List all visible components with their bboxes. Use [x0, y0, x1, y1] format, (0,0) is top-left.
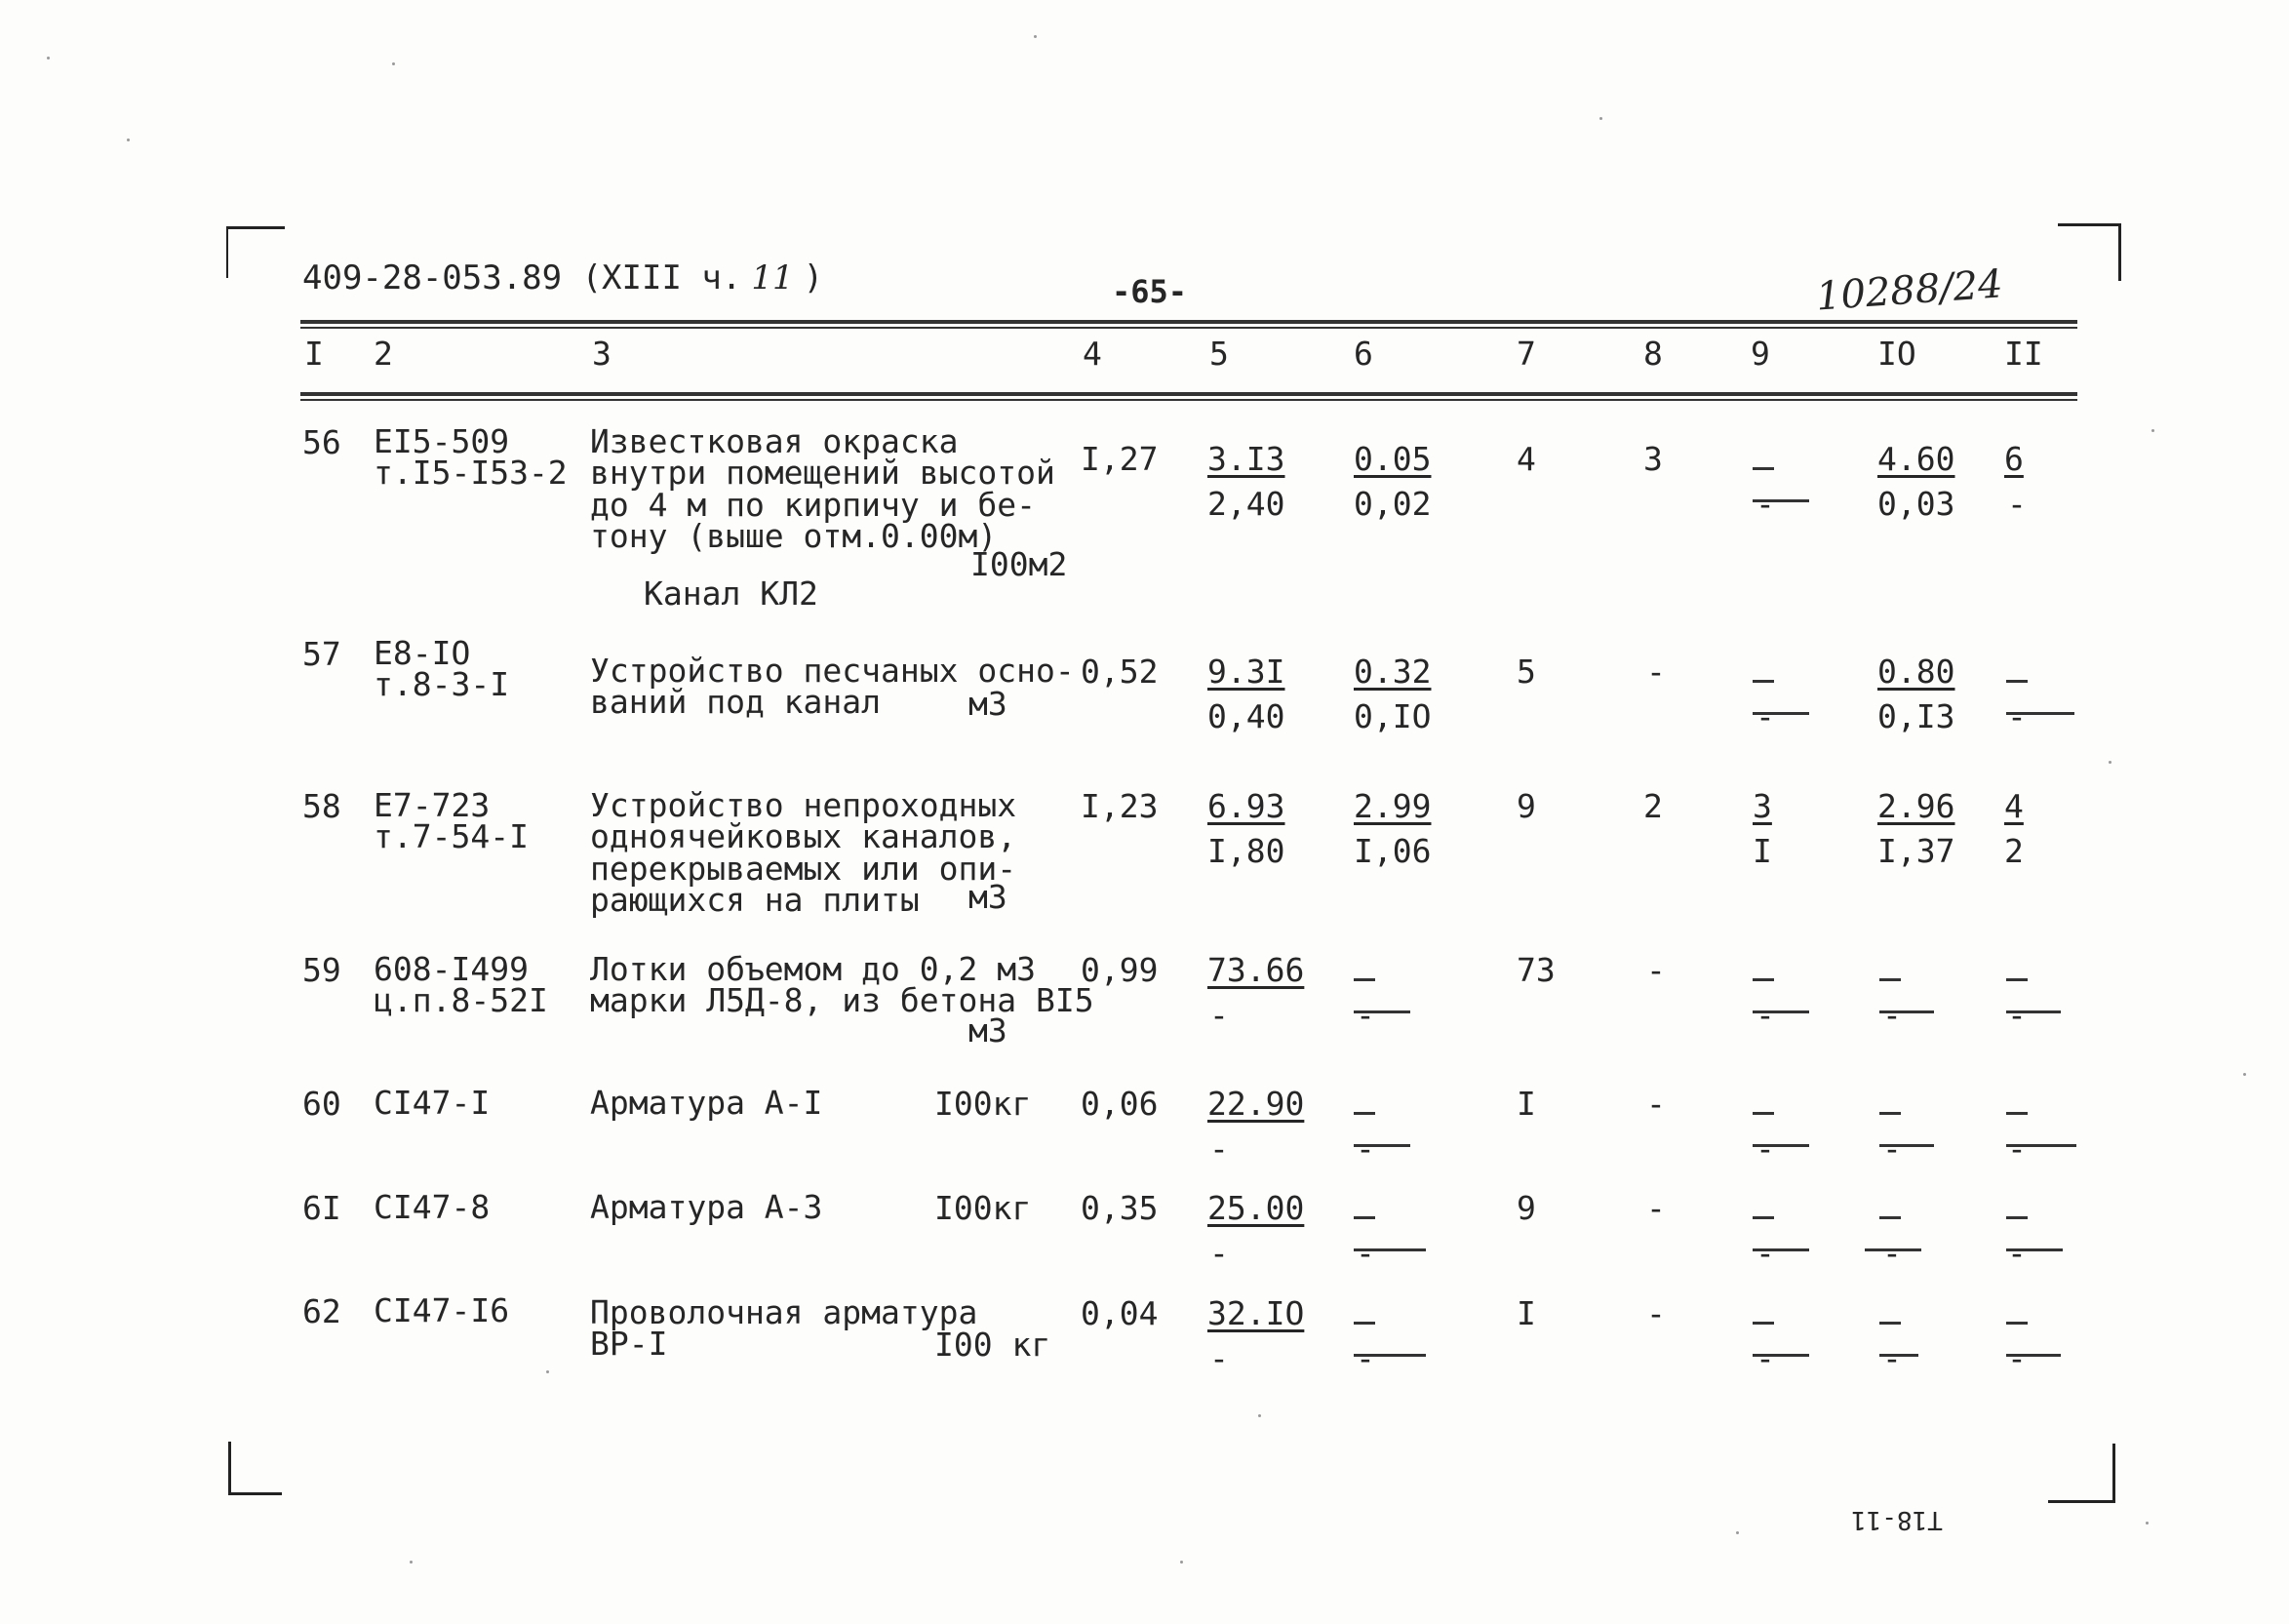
- col8: -: [1646, 1085, 1666, 1123]
- document-code-close: ): [803, 258, 824, 297]
- col5-bottom: 2,40: [1207, 485, 1285, 523]
- col7: 4: [1517, 440, 1536, 478]
- norm-code: EI5-509 т.I5-I53-2: [374, 422, 568, 493]
- work-description: Известковая окраска внутри помещений высотой до 4 м по кирпичу и бе- тону (выше отм.0.00м): [590, 422, 1055, 555]
- column-header: 7: [1517, 335, 1536, 373]
- work-description: Арматура А-I: [590, 1084, 823, 1122]
- unit: м3: [968, 1011, 1007, 1050]
- document-code: [302, 258, 824, 297]
- col7: I: [1517, 1294, 1536, 1332]
- col11-bottom: 2: [2004, 832, 2024, 870]
- footer-stamp: T18-11: [1851, 1505, 1943, 1534]
- header-bottom-rule: [300, 392, 2077, 396]
- col5-bottom: 0,40: [1207, 697, 1285, 735]
- col7: I: [1517, 1085, 1536, 1123]
- col5-top: 6.93: [1207, 787, 1285, 825]
- col10-bottom: 0,03: [1877, 485, 1955, 523]
- quantity: 0,52: [1081, 653, 1159, 691]
- column-header: 4: [1083, 335, 1102, 373]
- col10-top: 4.60: [1877, 440, 1955, 478]
- column-header: 8: [1643, 335, 1663, 373]
- quantity: I,27: [1081, 440, 1159, 478]
- col5-top: 22.90: [1207, 1085, 1305, 1123]
- col6-top: 2.99: [1354, 787, 1432, 825]
- col11-bottom: -: [2007, 1234, 2027, 1272]
- unit: м3: [968, 685, 1007, 723]
- quantity: 0,99: [1081, 951, 1159, 989]
- column-header: 5: [1209, 335, 1229, 373]
- header-top-rule-thin: [300, 327, 2077, 329]
- unit: I00кг: [934, 1189, 1032, 1227]
- col5-top: 25.00: [1207, 1189, 1305, 1227]
- col8: 2: [1643, 787, 1663, 825]
- col8: -: [1646, 951, 1666, 989]
- corner-top-left: [226, 226, 285, 278]
- corner-bottom-right: [2048, 1444, 2115, 1503]
- col5-bottom: -: [1209, 996, 1229, 1034]
- col10-bottom: I,37: [1877, 832, 1955, 870]
- column-header: IO: [1877, 335, 1916, 373]
- col6-top: 0.05: [1354, 440, 1432, 478]
- header-bottom-rule-thin: [300, 399, 2077, 401]
- quantity: 0,06: [1081, 1085, 1159, 1123]
- col10-bottom: 0,I3: [1877, 697, 1955, 735]
- col9-bottom: -: [1756, 485, 1775, 523]
- col10-bottom: -: [1882, 996, 1902, 1034]
- col11-top: 6: [2004, 440, 2024, 478]
- norm-code: E8-IO т.8-3-I: [374, 634, 510, 704]
- col10-bottom: -: [1882, 1129, 1902, 1168]
- col6-bottom: -: [1356, 996, 1375, 1034]
- work-description: Арматура А-3: [590, 1188, 823, 1226]
- row-number: 62: [302, 1292, 341, 1330]
- col11-bottom: -: [2007, 996, 2027, 1034]
- col5-top: 9.3I: [1207, 653, 1285, 691]
- col9-bottom: -: [1756, 1234, 1775, 1272]
- col6-top: 0.32: [1354, 653, 1432, 691]
- page-number: -65-: [1112, 273, 1188, 310]
- column-header: 9: [1751, 335, 1770, 373]
- column-header: I: [304, 335, 324, 373]
- col6-bottom: -: [1356, 1234, 1375, 1272]
- col5-bottom: I,80: [1207, 832, 1285, 870]
- col11-top: 4: [2004, 787, 2024, 825]
- row-number: 57: [302, 635, 341, 673]
- col8: -: [1646, 653, 1666, 691]
- unit: I00 кг: [934, 1326, 1051, 1364]
- document-code-text: 409-28-053.89 (XIII ч.: [302, 258, 742, 297]
- col11-bottom: -: [2007, 1129, 2027, 1168]
- norm-code: 608-I499 ц.п.8-52I: [374, 950, 548, 1020]
- col8: -: [1646, 1294, 1666, 1332]
- col8: 3: [1643, 440, 1663, 478]
- row-number: 60: [302, 1085, 341, 1123]
- col11-bottom: -: [2007, 485, 2027, 523]
- row-number: 58: [302, 787, 341, 825]
- norm-code: CI47-I6: [374, 1291, 510, 1329]
- work-description: Лотки объемом до 0,2 м3 марки Л5Д-8, из бетона BI5: [590, 950, 1094, 1020]
- col9-top: 3: [1753, 787, 1772, 825]
- col10-bottom: -: [1882, 1234, 1902, 1272]
- col7: 9: [1517, 1189, 1536, 1227]
- col7: 9: [1517, 787, 1536, 825]
- unit: I00кг: [934, 1085, 1032, 1123]
- col5-bottom: -: [1209, 1129, 1229, 1168]
- row-number: 6I: [302, 1189, 341, 1227]
- unit: м3: [968, 878, 1007, 916]
- col5-top: 32.IO: [1207, 1294, 1305, 1332]
- archive-number-handwritten: 10288/24: [1814, 261, 2004, 320]
- col9-bottom: -: [1756, 1129, 1775, 1168]
- quantity: 0,04: [1081, 1294, 1159, 1332]
- col5-bottom: -: [1209, 1339, 1229, 1377]
- col9-bottom: -: [1756, 697, 1775, 735]
- quantity: 0,35: [1081, 1189, 1159, 1227]
- quantity: I,23: [1081, 787, 1159, 825]
- corner-bottom-left: [228, 1442, 282, 1495]
- part-number-handwritten: 11: [751, 258, 794, 297]
- col5-top: 3.I3: [1207, 440, 1285, 478]
- header-top-rule: [300, 320, 2077, 324]
- column-header: 6: [1354, 335, 1373, 373]
- col9-bottom: -: [1756, 996, 1775, 1034]
- row-number: 59: [302, 951, 341, 989]
- col9-bottom: -: [1756, 1339, 1775, 1377]
- col10-top: 2.96: [1877, 787, 1955, 825]
- col10-top: 0.80: [1877, 653, 1955, 691]
- col11-bottom: -: [2007, 1339, 2027, 1377]
- col6-bottom: -: [1356, 1339, 1375, 1377]
- unit: I00м2: [970, 545, 1068, 583]
- work-description: Устройство непроходных одноячейковых каналов, перекрываемых или опи- рающихся на плиты: [590, 786, 1017, 919]
- col7: 73: [1517, 951, 1556, 989]
- col6-bottom: 0,02: [1354, 485, 1432, 523]
- col8: -: [1646, 1189, 1666, 1227]
- row-number: 56: [302, 423, 341, 461]
- col5-bottom: -: [1209, 1234, 1229, 1272]
- col5-top: 73.66: [1207, 951, 1305, 989]
- norm-code: CI47-8: [374, 1188, 491, 1226]
- section-label: Канал КЛ2: [644, 574, 818, 613]
- column-header: 3: [592, 335, 612, 373]
- column-header: II: [2004, 335, 2043, 373]
- corner-top-right: [2058, 223, 2121, 281]
- col10-bottom: -: [1882, 1339, 1902, 1377]
- column-header: 2: [374, 335, 393, 373]
- work-description: Устройство песчаных осно- ваний под канал: [590, 652, 1075, 722]
- norm-code: E7-723 т.7-54-I: [374, 786, 529, 856]
- col9-bottom: I: [1753, 832, 1772, 870]
- work-description: Проволочная арматура ВР-I: [590, 1293, 978, 1364]
- norm-code: CI47-I: [374, 1084, 491, 1122]
- col11-bottom: -: [2007, 697, 2027, 735]
- col7: 5: [1517, 653, 1536, 691]
- col6-bottom: -: [1356, 1129, 1375, 1168]
- col6-bottom: 0,IO: [1354, 697, 1432, 735]
- col6-bottom: I,06: [1354, 832, 1432, 870]
